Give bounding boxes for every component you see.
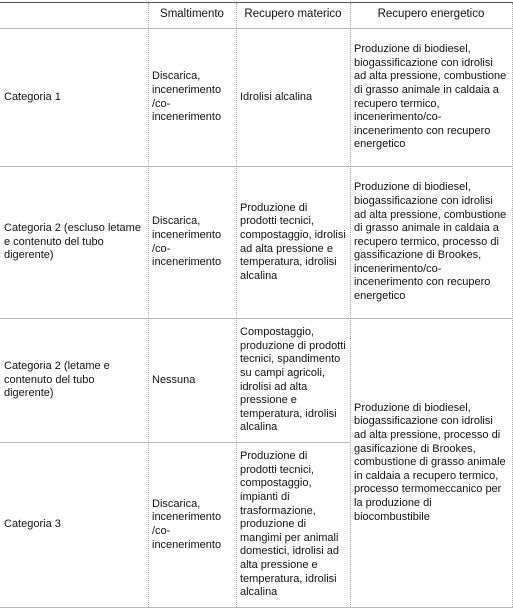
row-3-disposal (148, 319, 236, 442)
header-recupero-energetico (350, 3, 512, 26)
row-1-energy-text: Produzione di biodiesel, biogassificazione con idrolisi ad alta pressione, combustione di grasso animale in caldaia a recupero termico, incenerimento/co-incenerimento con recupero energetico (354, 43, 507, 151)
header-smaltimento-text: Smaltimento (160, 7, 224, 20)
row-4-material (236, 443, 350, 607)
row-1-energy (350, 29, 512, 166)
row-3-disposal-text: Nessuna (152, 373, 196, 386)
row-3-4-energy-text: Produzione di biodiesel, biogassificazione con idrolisi ad alta pressione, processo di gasificazione di Brookes, combustione di grasso animale in caldaia a recupero termico, processo termomeccanico per la produzione di biocombustibile (354, 401, 506, 523)
row-4-disposal (148, 443, 236, 607)
row-1-category (0, 29, 148, 166)
header-smaltimento (148, 3, 236, 26)
row-3-category (0, 319, 148, 442)
row-2-energy (350, 167, 512, 318)
row-3-category-text: Categoria 2 (letame e contenuto del tubo digerente) (4, 360, 110, 400)
row-4-category-text: Categoria 3 (4, 518, 61, 531)
row-2-category-text: Categoria 2 (escluso letame e contenuto del tubo digerente) (4, 222, 141, 262)
header-blank (0, 3, 148, 26)
row-2-disposal-text: Discarica, incenerimento /co-incenerimento (152, 215, 222, 269)
row-2-energy-text: Produzione di biodiesel, biogassificazione con idrolisi ad alta pressione, combustione di grasso animale in caldaia a recupero termico, processo di gassificazione di Brookes, incenerimento/co-incenerimento con recupero energetico (354, 181, 507, 303)
row-4-category (0, 443, 148, 607)
header-recupero-materico-text: Recupero materico (244, 7, 342, 20)
row-2-disposal (148, 167, 236, 318)
header-recupero-energetico-text: Recupero energetico (377, 7, 485, 20)
row-1-category-text: Categoria 1 (4, 90, 61, 103)
row-3-material (236, 319, 350, 442)
row-1-disposal (148, 29, 236, 166)
row-3-material-text: Compostaggio, produzione di prodotti tecnici, spandimento su campi agricoli, idrolisi ad alta pressione e temperatura, idrolisi alcalina (240, 326, 346, 434)
row-4-disposal-text: Discarica, incenerimento /co-incenerimento (152, 497, 222, 551)
table-bottom-rule (0, 607, 513, 608)
row-3-4-energy (350, 319, 512, 607)
row-2-material-text: Produzione di prodotti tecnici, compostaggio, idrolisi ad alta pressione e temperatura, idrolisi alcalina (240, 201, 346, 282)
header-recupero-materico (236, 3, 350, 26)
row-1-disposal-text: Discarica, incenerimento /co-incenerimento (152, 70, 222, 124)
row-4-material-text: Produzione di prodotti tecnici, compostaggio, impianti di trasformazione, produzione di mangimi per animali domestici, idrolisi ad alta pressione e temperatura, idrolisi alcalina (240, 450, 340, 599)
row-2-material (236, 167, 350, 318)
row-1-material (236, 29, 350, 166)
row-1-material-text: Idrolisi alcalina (240, 90, 313, 103)
row-2-category (0, 167, 148, 318)
